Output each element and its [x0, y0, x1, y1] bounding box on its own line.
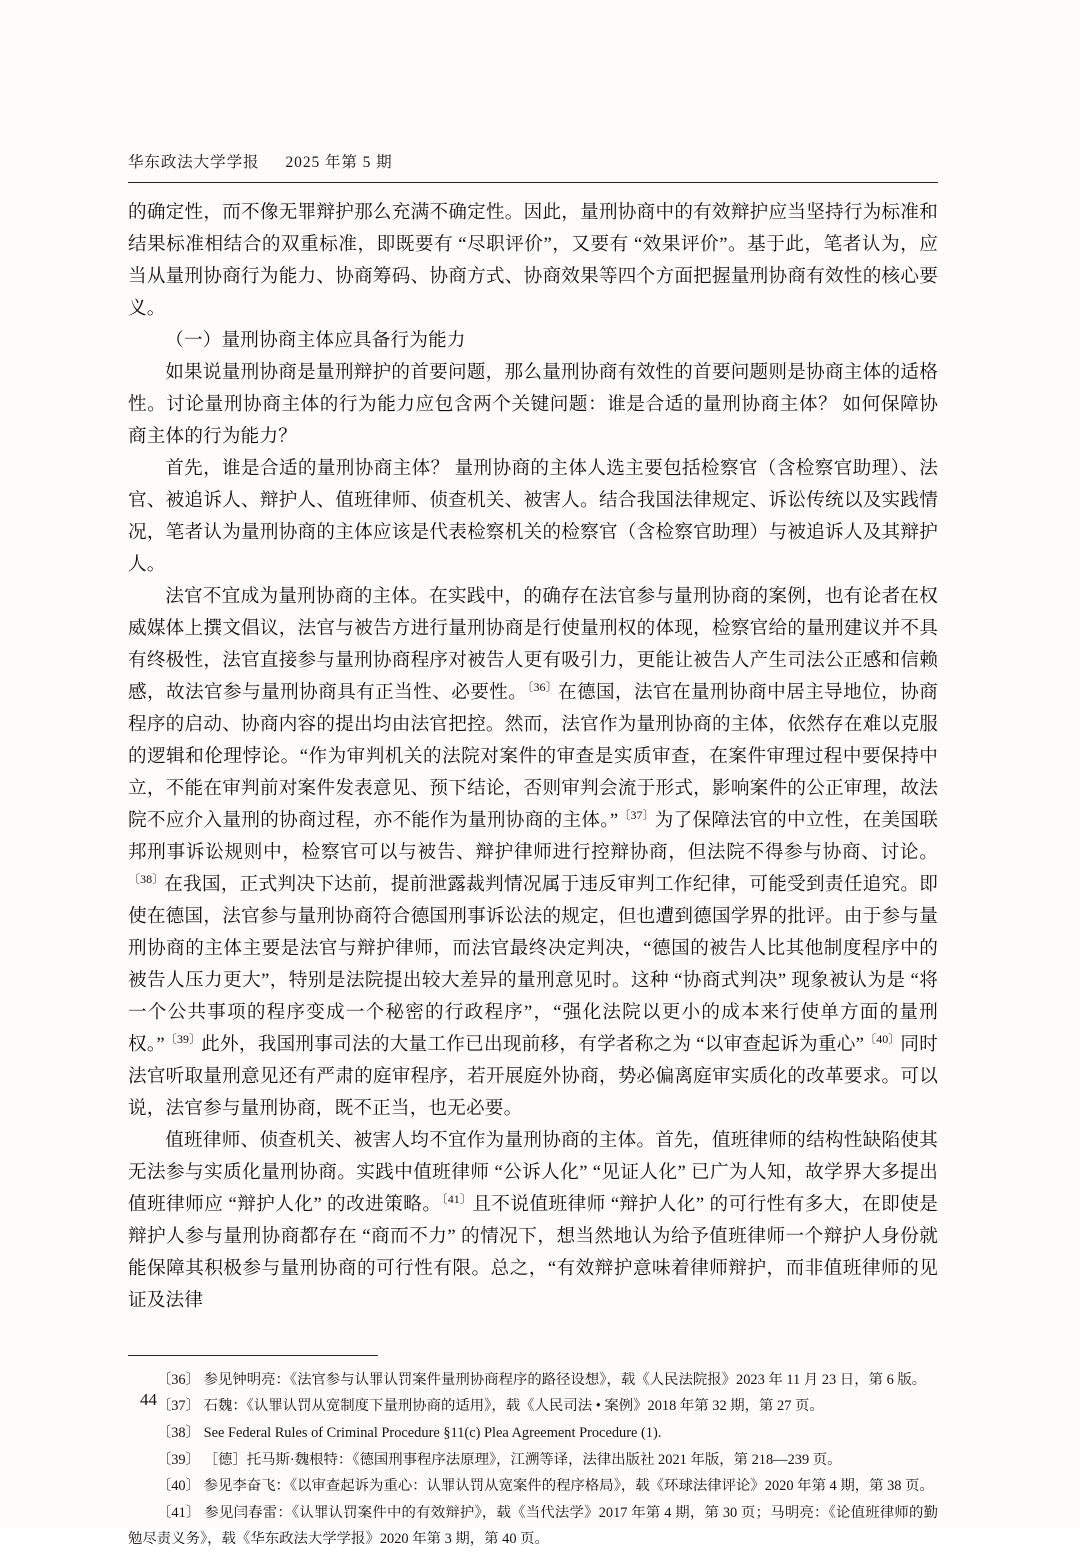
header-rule [128, 182, 938, 183]
paragraph-6-text: 为了保障法官的中立性，在美国联邦刑事诉讼规则中，检察官可以与被告、辩护律师进行控辩协商，但法院不得参与协商、讨论。 [128, 809, 938, 863]
footnote-item: 〔38〕 See Federal Rules of Criminal Procedure §11(c) Plea Agreement Procedure (1). [156, 1425, 662, 1442]
paragraph-3: 首先，谁是合适的量刑协商主体？ 量刑协商的主体人选主要包括检察官（含检察官助理）、法官、被追诉人、辩护人、值班律师、侦查机关、被害人。结合我国法律规定、诉讼传统以及实践情况，笔者认为量刑协商的主体应该是代表检察机关的检察官（含检察官助理）与被追诉人及其辩护人。 [128, 457, 938, 575]
issue-label: 2025 年第 5 期 [285, 154, 393, 171]
journal-name: 华东政法大学学报 [128, 154, 260, 171]
running-head [128, 150, 938, 172]
footnote-item: 〔41〕 参见闫春雷：《认罪认罚案件中的有效辩护》，载《当代法学》2017 年第 4 期，第 30 页；马明亮：《论值班律师的勤勉尽责义务》，载《华东政法大学学报》2020 年第 3 期，第 40 页。 [128, 1505, 938, 1547]
footnote-ref-39[interactable]: 〔39〕 [164, 1031, 202, 1046]
footnote-item: 〔36〕 参见钟明亮：《法官参与认罪认罚案件量刑协商程序的路径设想》，载《人民法院报》2023 年 11 月 23 日，第 6 版。 [156, 1371, 927, 1388]
footnote-separator [128, 1355, 378, 1356]
paragraph-8-text: 此外，我国刑事司法的大量工作已出现前移，有学者称之为 “以审查起诉为重心” [201, 1033, 865, 1055]
footnote-ref-40[interactable]: 〔40〕 [864, 1031, 901, 1046]
body-text [128, 197, 938, 1317]
footnote-list [128, 1368, 938, 1552]
paragraph-5-text: 在德国，法官在量刑协商中居主导地位，协商程序的启动、协商内容的提出均由法官把控。然而，法官作为量刑协商的主体，依然存在难以克服的逻辑和伦理悖论。“作为审判机关的法院对案件的审查是实质审查，在案件审理过程中要保持中立，不能在审判前对案件发表意见、预下结论，否则审判会流于形式，影响案件的公正审理，故法院不应介入量刑的协商过程，亦不能作为量刑协商的主体。” [128, 681, 938, 831]
page-content [128, 150, 938, 1553]
paragraph-4 [128, 581, 938, 1125]
paragraph-7-text: 在我国，正式判决下达前，提前泄露裁判情况属于违反审判工作纪律，可能受到责任追究。即使在德国，法官参与量刑协商符合德国刑事诉讼法的规定，但也遭到德国学界的批评。由于参与量刑协商的主体主要是法官与辩护律师，而法官最终决定判决，“德国的被告人比其他制度程序中的被告人压力更大”，特别是法院提出较大差异的量刑意见时。这种 “协商式判决” 现象被认为是 “将一个公共事项的程序变成一个秘密的行政程序”，“强化法院以更小的成本来行使单方面的量刑权。” [128, 873, 938, 1055]
footnote-item: 〔39〕 ［德］托马斯·魏根特：《德国刑事程序法原理》，江溯等译，法律出版社 2021 年版，第 218—239 页。 [156, 1451, 842, 1468]
paragraph-2: 如果说量刑协商是量刑辩护的首要问题，那么量刑协商有效性的首要问题则是协商主体的适格性。讨论量刑协商主体的行为能力应包含两个关键问题：谁是合适的量刑协商主体？ 如何保障协商主体的行为能力？ [128, 361, 938, 447]
paragraph-4-text: 法官不宜成为量刑协商的主体。在实践中，的确存在法官参与量刑协商的案例，也有论者在权威媒体上撰文倡议，法官与被告方进行量刑协商是行使量刑权的体现，检察官给的量刑建议并不具有终极性，法官直接参与量刑协商程序对被告人更有吸引力，更能让被告人产生司法公正感和信赖感，故法官参与量刑协商具有正当性、必要性。 [128, 585, 938, 703]
footnote-ref-36[interactable]: 〔36〕 [527, 679, 558, 694]
page-number: 44 [140, 1390, 157, 1409]
paragraph-11-text: 且不说值班律师 “辩护人化” 的可行性有多大，在即使是辩护人参与量刑协商都存在 “商而不力” 的情况下，想当然地认为给予值班律师一个辩护人身份就能保障其积极参与量刑协商的可行性有限。总之，“有效辩护意味着律师辩护，而非值班律师的见证及法律 [128, 1193, 938, 1311]
paragraph-9-text: 同时法官听取量刑意见还有严肃的庭审程序，若开展庭外协商，势必偏离庭审实质化的改革要求。可以说，法官参与量刑协商，既不正当，也无必要。 [128, 1033, 938, 1119]
footnote-ref-37[interactable]: 〔37〕 [618, 807, 655, 822]
footnote-ref-41[interactable]: 〔41〕 [441, 1191, 473, 1206]
footnote-ref-38[interactable]: 〔38〕 [128, 871, 165, 886]
paragraph-10-text: 值班律师、侦查机关、被害人均不宜作为量刑协商的主体。首先，值班律师的结构性缺陷使其无法参与实质化量刑协商。实践中值班律师 “公诉人化” “见证人化” 已广为人知，故学界大多提出值班律师应 “辩护人化” 的改进策略。 [128, 1129, 938, 1215]
footnote-item: 〔40〕 参见李奋飞：《以审查起诉为重心：认罪认罚从宽案件的程序格局》，载《环球法律评论》2020 年第 4 期，第 38 页。 [156, 1478, 934, 1495]
paragraph-10 [128, 1125, 938, 1317]
footnote-item: 〔37〕 石魏：《认罪认罚从宽制度下量刑协商的适用》，载《人民司法 • 案例》2018 年第 32 期，第 27 页。 [156, 1398, 824, 1415]
section-heading: （一）量刑协商主体应具备行为能力 [165, 329, 466, 351]
paragraph-continuation: 的确定性，而不像无罪辩护那么充满不确定性。因此，量刑协商中的有效辩护应当坚持行为标准和结果标准相结合的双重标准，即既要有 “尽职评价”，又要有 “效果评价”。基于此，笔者认为，应当从量刑协商行为能力、协商筹码、协商方式、协商效果等四个方面把握量刑协商有效性的核心要义。 [128, 202, 938, 319]
